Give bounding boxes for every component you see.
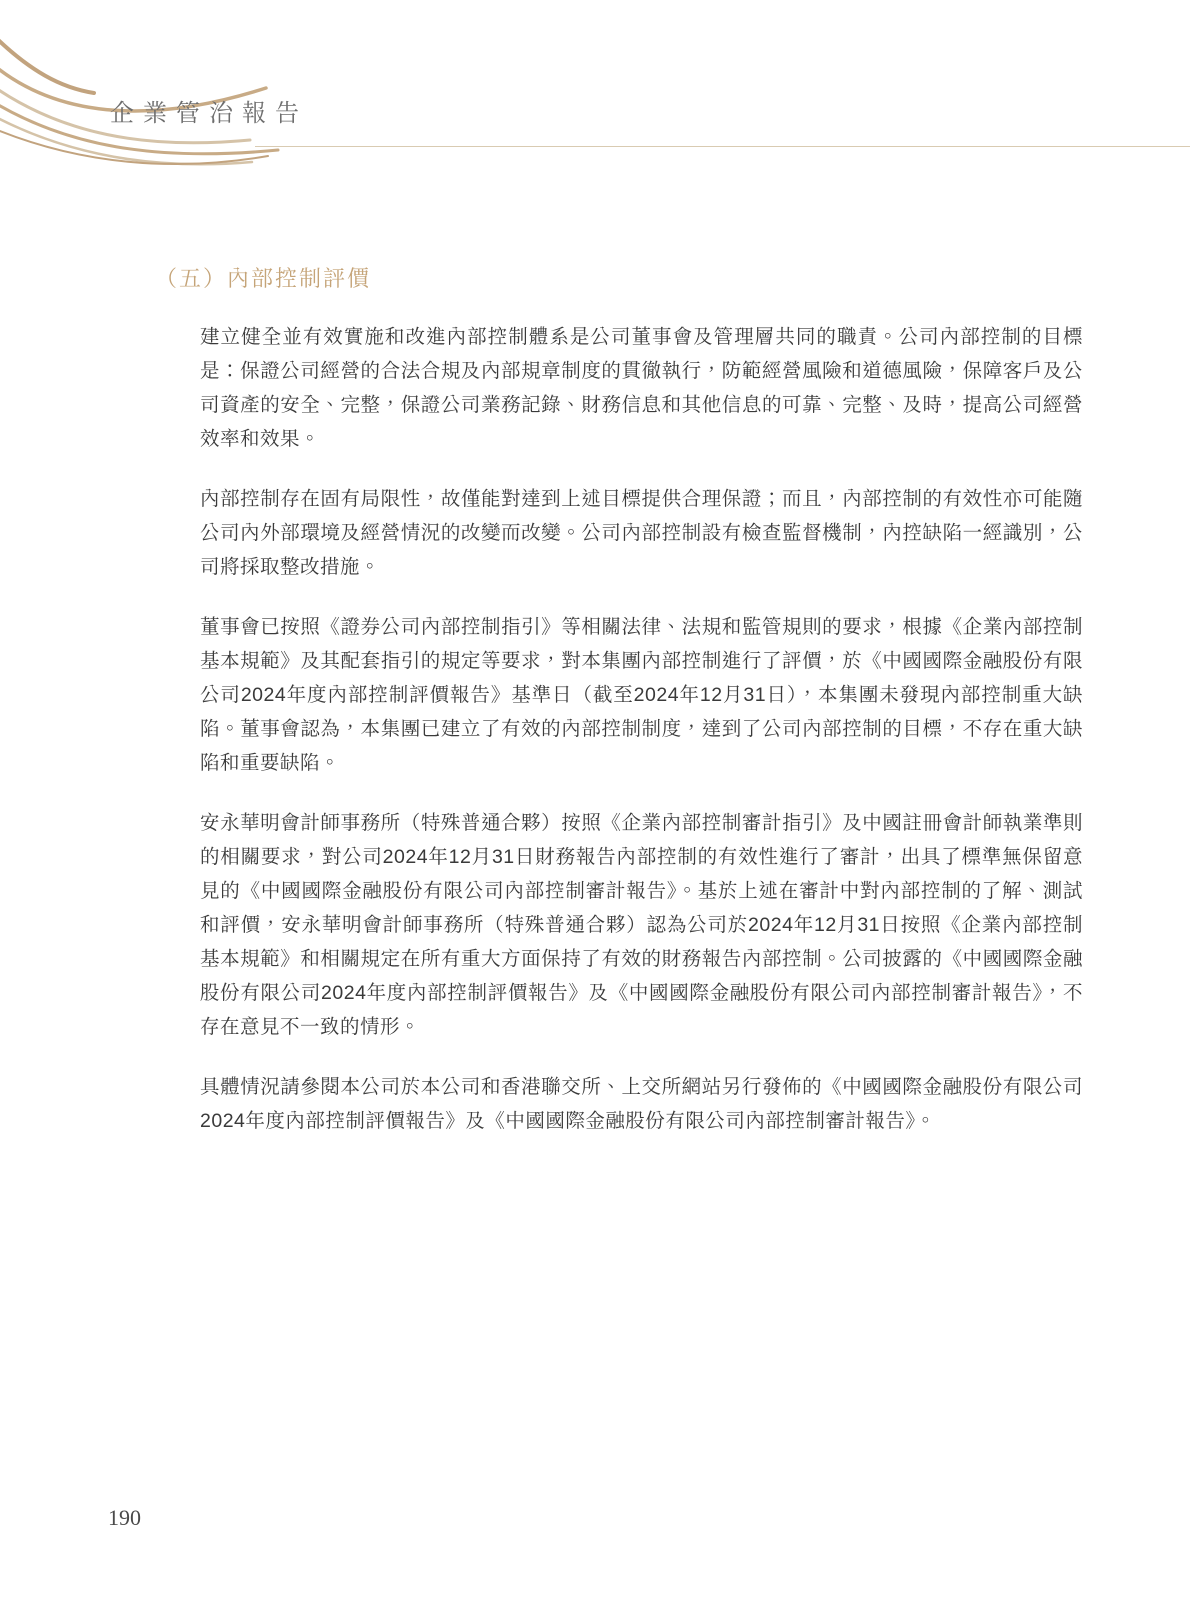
page-number: 190	[108, 1505, 141, 1530]
section-body	[155, 320, 1083, 1138]
body-paragraph: 安永華明會計師事務所（特殊普通合夥）按照《企業內部控制審計指引》及中國註冊會計師執業準則的相關要求，對公司2024年12月31日財務報告內部控制的有效性進行了審計，出具了標準無保留意見的《中國國際金融股份有限公司內部控制審計報告》。基於上述在審計中對內部控制的了解、測試和評價，安永華明會計師事務所（特殊普通合夥）認為公司於2024年12月31日按照《企業內部控制基本規範》和相關規定在所有重大方面保持了有效的財務報告內部控制。公司披露的《中國國際金融股份有限公司2024年度內部控制評價報告》及《中國國際金融股份有限公司內部控制審計報告》，不存在意見不一致的情形。	[200, 812, 1083, 1038]
body-paragraph: 董事會已按照《證券公司內部控制指引》等相關法律、法規和監管規則的要求，根據《企業內部控制基本規範》及其配套指引的規定等要求，對本集團內部控制進行了評價，於《中國國際金融股份有限公司2024年度內部控制評價報告》基準日（截至2024年12月31日），本集團未發現內部控制重大缺陷。董事會認為，本集團已建立了有效的內部控制制度，達到了公司內部控制的目標，不存在重大缺陷和重要缺陷。	[200, 616, 1083, 774]
body-paragraph: 具體情況請參閱本公司於本公司和香港聯交所、上交所網站另行發佈的《中國國際金融股份有限公司2024年度內部控制評價報告》及《中國國際金融股份有限公司內部控制審計報告》。	[200, 1076, 1083, 1132]
page-header-title: 企業管治報告	[110, 101, 308, 127]
swoosh-decoration-icon	[0, 0, 320, 180]
body-paragraph: 建立健全並有效實施和改進內部控制體系是公司董事會及管理層共同的職責。公司內部控制的目標是：保證公司經營的合法合規及內部規章制度的貫徹執行，防範經營風險和道德風險，保障客戶及公司資產的安全、完整，保證公司業務記錄、財務信息和其他信息的可靠、完整、及時，提高公司經營效率和效果。	[200, 326, 1083, 450]
header-divider	[255, 146, 1190, 147]
main-content	[155, 264, 1083, 1164]
section-heading: （五）內部控制評價	[155, 266, 372, 291]
body-paragraph: 內部控制存在固有局限性，故僅能對達到上述目標提供合理保證；而且，內部控制的有效性亦可能隨公司內外部環境及經營情況的改變而改變。公司內部控制設有檢查監督機制，內控缺陷一經識別，公司將採取整改措施。	[200, 488, 1083, 578]
